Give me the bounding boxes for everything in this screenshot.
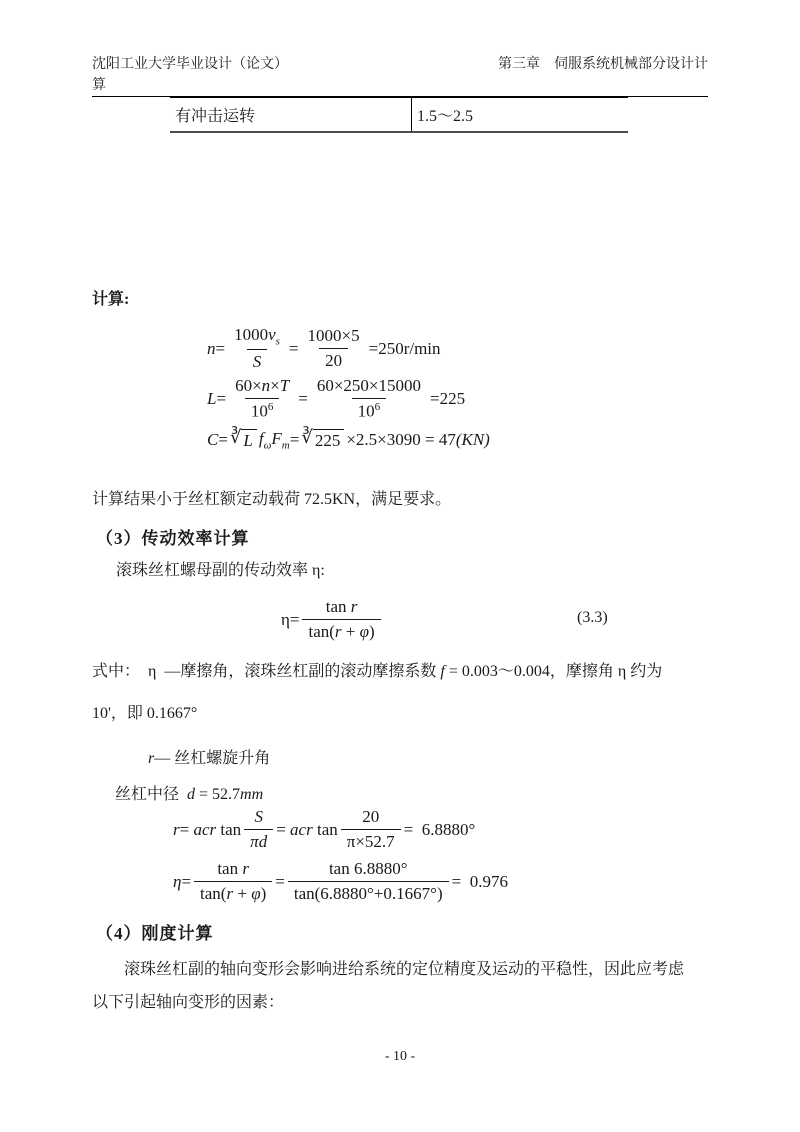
math-token: tan( [200,884,227,903]
math-token: n [261,376,271,395]
denominator [352,398,387,422]
fraction [302,597,380,642]
numerator: 20 [362,807,380,826]
math-token: tan( [308,622,335,641]
math-token: d [187,786,196,803]
result-paragraph: 计算结果小于丝杠额定动载荷 72.5KN，满足要求。 [92,491,452,508]
math-token: = [288,338,299,358]
math-token: = [181,871,192,891]
math-token: f [440,663,445,680]
load-factor-table [170,96,628,133]
math-token: tan [217,859,243,878]
where-clause-line1 [92,661,662,683]
denominator [245,398,280,422]
fraction [341,807,401,852]
math-token: r [173,819,180,839]
numerator [228,325,286,349]
math-token: 10 [357,401,375,421]
math-token: n [207,338,216,358]
numerator: S [254,807,263,826]
diameter-line [115,784,263,806]
math-token: C [207,430,219,450]
fraction [244,807,273,852]
math-token: r [350,597,358,616]
math-token: L [241,429,256,451]
math-token: = [275,871,285,891]
math-token: 1000 [234,325,269,344]
math-token: = [276,819,291,839]
math-token [259,429,290,451]
calc-label: 计算: [92,291,130,308]
math-token: tan [216,819,242,839]
math-token: ×2.5×3090 = 47 [346,430,456,450]
math-token: =225 [430,388,466,408]
denominator: S [247,349,268,372]
denominator: π×52.7 [341,829,401,852]
cube-root [301,429,344,451]
r-definition [148,748,270,770]
numerator [211,859,255,881]
math-token [290,820,338,840]
math-token: = 0.976 [451,871,508,891]
math-token: mm [240,786,264,803]
fraction [311,376,427,422]
math-token: =250r/min [368,338,441,358]
text-run: — 丝杠螺旋升角 [154,750,271,767]
math-token: L [207,388,217,408]
numerator [229,376,295,398]
formula-efficiency-value [173,859,508,904]
fraction [302,326,366,371]
math-subscript: s [275,335,280,348]
radical-sign: ∛ [301,427,313,449]
denominator [302,619,380,642]
math-token: r [242,859,249,878]
math-token: tan [312,819,338,839]
equation-number: (3.3) [577,609,608,626]
table-cell-condition: 有冲击运转 [170,98,412,131]
math-token: η [173,871,182,891]
denominator [194,881,272,904]
text-run: 式中： η —摩擦角，滚珠丝杠副的滚动摩擦系数 [92,663,441,680]
math-token: v [268,325,276,344]
text-run: = 52.7 [195,786,241,803]
text-run: = 0.003～0.004，摩擦角 η 约为 [444,663,663,680]
math-token: ) [260,884,267,903]
numerator: 1000×5 [307,326,360,346]
math-token: + [341,622,360,641]
math-token: = [289,609,300,629]
radical-sign: ∛ [229,427,242,449]
math-token: r [334,622,342,641]
formula-rotation-speed [207,325,441,372]
denominator: tan(6.8880°+0.1667°) [288,881,449,904]
math-token [193,820,241,840]
math-token: η [281,609,290,629]
math-superscript: 6 [374,401,381,413]
header-left-text: 沈阳工业大学毕业设计（论文） [92,57,288,72]
math-token: = [216,388,227,408]
fraction [228,325,286,372]
math-superscript: 6 [267,401,274,413]
math-token: (KN) [455,430,490,450]
math-subscript: m [281,439,290,452]
math-token: = [298,388,308,408]
numerator [320,597,364,619]
page-header [92,54,708,96]
fraction [288,859,449,904]
math-token: 10 [250,401,268,421]
table-cell-range: 1.5～2.5 [417,108,474,125]
formula-efficiency-general [281,597,384,642]
math-token: T [279,376,290,395]
stiffness-paragraph-line2: 以下引起轴向变形的因素： [92,994,285,1011]
math-token: = [218,430,228,450]
formula-life [207,376,465,422]
math-token: r [226,884,234,903]
page-number: - 10 - [384,1049,416,1064]
math-token: r [148,750,155,767]
formula-dynamic-load [207,429,490,451]
math-token: f [258,429,264,448]
math-token: = [289,430,300,450]
math-token: ) [369,622,375,641]
math-token: 225 [313,429,345,451]
math-token: acr [193,819,217,839]
math-subscript: ω [263,439,272,452]
section-heading-3: （3）传动效率计算 [96,529,250,548]
math-token: = [215,338,226,358]
fraction [194,859,272,904]
math-token: F [271,429,282,448]
math-token: φ [251,884,261,903]
formula-lead-angle [173,807,475,852]
header-right-text: 第三章 伺服系统机械部分设计计 [498,57,708,72]
numerator: tan 6.8880° [328,859,408,878]
header-wrap-text: 算 [92,78,106,93]
denominator: 20 [319,348,348,371]
denominator: πd [244,829,273,852]
math-token: φ [359,622,370,641]
math-token: tan [325,597,351,616]
where-clause-line2: 10'，即 0.1667° [92,705,198,722]
math-token: 60× [235,376,262,395]
efficiency-intro: 滚珠丝杠螺母副的传动效率 η: [116,562,325,579]
fraction [229,376,295,422]
math-token: + [233,884,252,903]
text-run: 丝杠中径 [115,786,188,803]
stiffness-paragraph-line1: 滚珠丝杠副的轴向变形会影响进给系统的定位精度及运动的平稳性，因此应考虑 [124,961,685,978]
cube-root [230,429,257,451]
math-token: = [179,819,194,839]
math-token: acr [290,819,313,839]
header-line1 [92,54,708,75]
math-token: = 6.8880° [403,819,476,839]
numerator: 60×250×15000 [316,376,421,395]
math-token: × [270,376,280,395]
section-heading-4: （4）刚度计算 [96,924,214,943]
